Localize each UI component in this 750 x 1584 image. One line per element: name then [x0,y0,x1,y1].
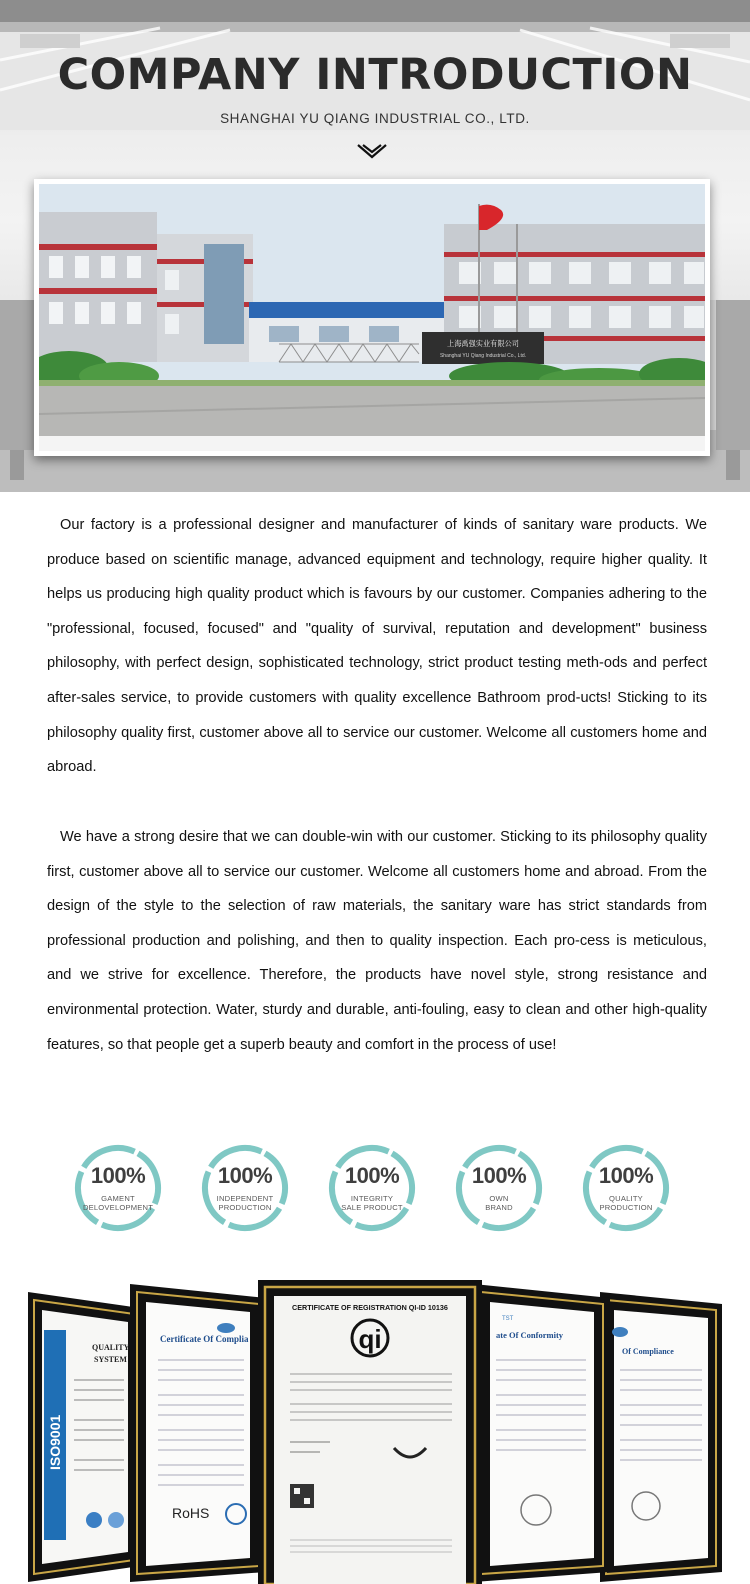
factory-photo [34,179,710,456]
badge-percent: 100% [344,1163,400,1188]
lab-badge: TST [502,1316,514,1322]
badge-percent: 100% [90,1163,146,1188]
intro-paragraph-1: Our factory is a professional designer and manufacturer of kinds of sanitary ware products. We produce based on scientific manage, advanced equipment and technology, require higher quality. It helps us producing high quality product which is favours by our customer. Companies adhering to the "professional, focused, focused" and "quality of survival, reputation and development" business philosophy, with perfect design, sophisticated technology, strict product testing meth-ods and perfect after-sales service, to provide customers with quality excellence Bathroom prod-ucts! Sticking to its philosophy quality first, customer above all to service our customer. Welcome all customers home and abroad. [47,517,707,776]
compliance-title: Of Compliance [622,1347,674,1356]
conformity-certificate [474,1284,610,1582]
rohs-certificate-title: Certificate Of Complia [160,1334,249,1344]
badge-label: GAMENT DELOVELOPMENT [82,1194,154,1212]
signboard-chinese: 上海禹强实业有限公司 [447,339,519,348]
badge-percent: 100% [471,1163,527,1188]
badge-quality-production [581,1143,671,1233]
iso9001-certificate [28,1292,140,1582]
company-name-subtitle: SHANGHAI YU QIANG INDUSTRIAL CO., LTD. [220,111,530,126]
rohs-certificate [130,1284,266,1582]
compliance-certificate [600,1292,722,1582]
certificates-gallery [0,1270,750,1584]
intro-paragraph-2: We have a strong desire that we can double-win with our customer. Sticking to its philosophy quality first, customer above all to service our customer. Welcome all customers home and abroad. From the design of the style to the selection of raw materials, the sanitary ware has strict standards from professional production and polishing, and then to quality inspection. Each pro-cess is meticulous, and we strive for excellence. Therefore, the products have novel style, strong resistance and environmental protection. Water, sturdy and durable, anti-fouling, easy to clean and other high-quality features, so that people get a superb beauty and comfort in the process of use! [47,829,707,1053]
factory-building-image [39,184,705,451]
qi-registration-certificate [258,1280,482,1584]
rohs-mark: RoHS [172,1505,210,1521]
badge-percent: 100% [217,1163,273,1188]
iso-vertical-label: ISO9001 [47,1414,63,1470]
badge-independent-production [200,1143,290,1233]
badge-percent: 100% [598,1163,654,1188]
qi-certificate-title: CERTIFICATE OF REGISTRATION QI-ID 10136 [292,1303,448,1312]
badge-label: OWN BRAND [485,1194,513,1212]
badge-own-brand [454,1143,544,1233]
svg-text:QUALITY: QUALITY [92,1343,130,1352]
badge-garment-development [73,1143,163,1233]
conformity-title: ate Of Conformity [496,1330,564,1340]
signboard-english: Shanghai YU Qiang Industrial Co., Ltd. [439,353,527,359]
badge-label: QUALITY PRODUCTION [599,1194,653,1212]
badge-integrity-sale [327,1143,417,1233]
hero-banner [0,0,750,492]
svg-text:SYSTEM: SYSTEM [94,1355,127,1364]
badge-label: INTEGRITY SALE PRODUCT [341,1194,403,1212]
page-title: COMPANY INTRODUCTION [57,50,693,100]
qi-logo: qi [358,1324,382,1354]
feature-badges [0,1143,750,1233]
badge-label: INDEPENDENT PRODUCTION [216,1194,274,1212]
chevron-down-icon [357,143,387,161]
